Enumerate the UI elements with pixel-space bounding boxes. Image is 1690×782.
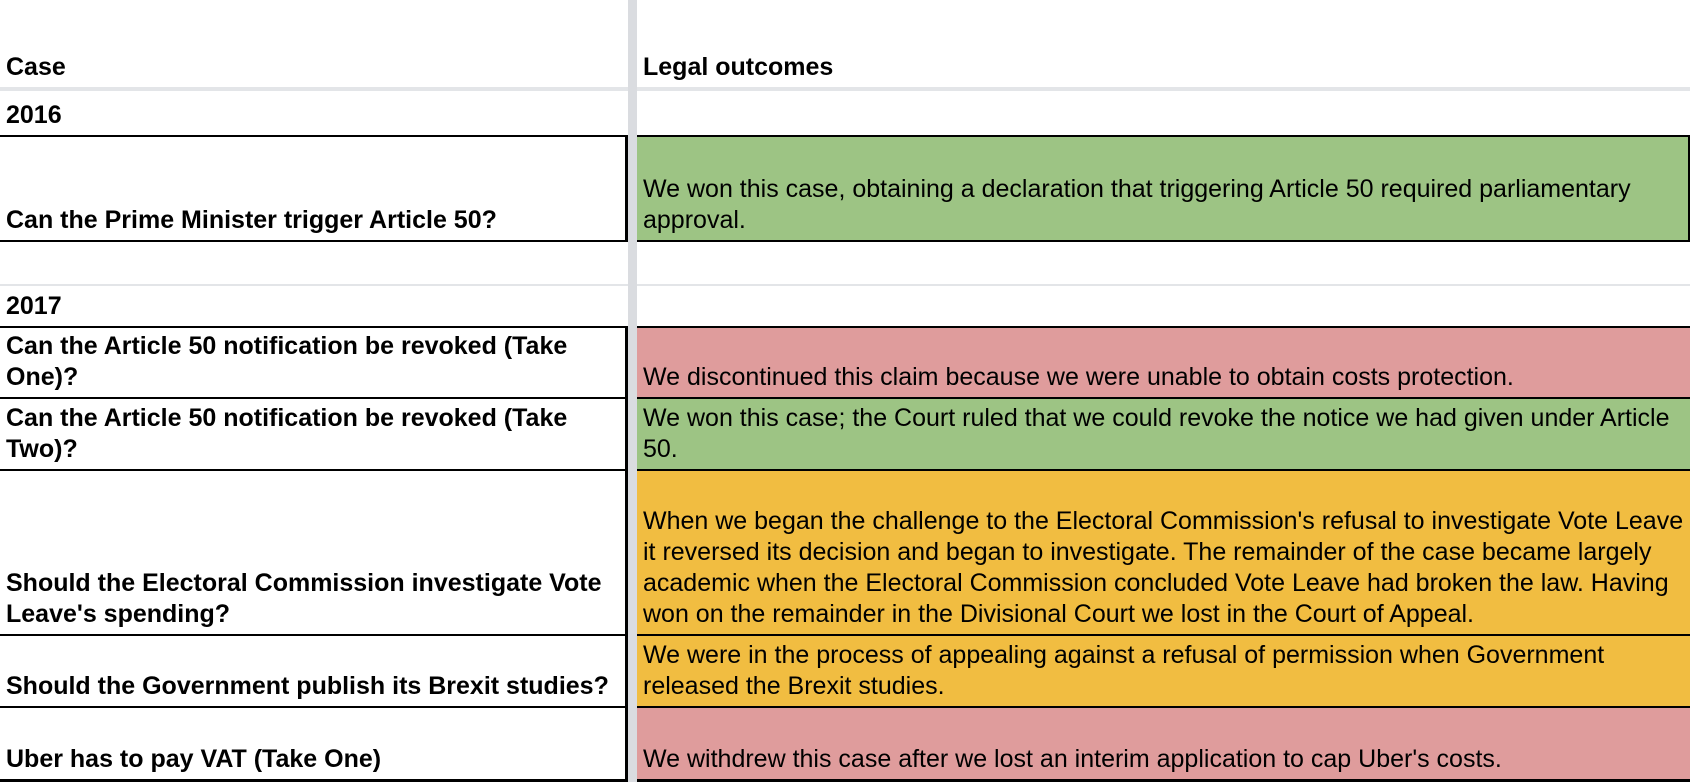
table-row — [0, 471, 1690, 636]
year-label[interactable]: 2017 — [6, 292, 62, 320]
table-row — [0, 399, 1690, 471]
table-row — [0, 708, 1690, 782]
case-cell[interactable]: Can the Article 50 notification be revoked (Take Two)? — [0, 399, 628, 471]
header-row — [0, 0, 1690, 91]
outcome-cell[interactable]: When we began the challenge to the Electoral Commission's refusal to investigate Vote Leave it reversed its decision and began to investigate. The remainder of the case became largely academic when the Electoral Commission concluded Vote Leave had broken the law. Having won on the remainder in the Divisional Court we lost in the Court of Appeal. — [637, 471, 1690, 636]
case-cell[interactable]: Should the Government publish its Brexit studies? — [0, 636, 628, 708]
case-header[interactable]: Case — [0, 0, 628, 91]
table-row — [0, 326, 1690, 399]
outcome-cell[interactable]: We discontinued this claim because we were unable to obtain costs protection. — [637, 326, 1690, 399]
blank-row — [0, 242, 1690, 286]
outcome-cell[interactable]: We won this case; the Court ruled that we could revoke the notice we had given under Article 50. — [637, 399, 1690, 471]
year-label[interactable]: 2016 — [6, 101, 62, 129]
empty-cell[interactable] — [637, 286, 1690, 326]
table-row — [0, 636, 1690, 708]
year-row-2016 — [0, 91, 1690, 135]
outcome-cell[interactable]: We withdrew this case after we lost an interim application to cap Uber's costs. — [637, 708, 1690, 782]
empty-cell[interactable] — [637, 242, 1690, 286]
case-cell[interactable]: Can the Prime Minister trigger Article 50? — [0, 135, 628, 242]
year-row-2017 — [0, 286, 1690, 326]
outcome-cell[interactable]: We won this case, obtaining a declaration that triggering Article 50 required parliamentary approval. — [637, 135, 1690, 242]
empty-cell[interactable] — [0, 242, 628, 286]
table-row — [0, 135, 1690, 242]
case-cell[interactable]: Should the Electoral Commission investigate Vote Leave's spending? — [0, 471, 628, 636]
outcome-header[interactable]: Legal outcomes — [637, 0, 1690, 91]
case-cell[interactable]: Can the Article 50 notification be revoked (Take One)? — [0, 326, 628, 399]
outcome-cell[interactable]: We were in the process of appealing against a refusal of permission when Government released the Brexit studies. — [637, 636, 1690, 708]
case-cell[interactable]: Uber has to pay VAT (Take One) — [0, 708, 628, 782]
empty-cell[interactable] — [637, 91, 1690, 135]
